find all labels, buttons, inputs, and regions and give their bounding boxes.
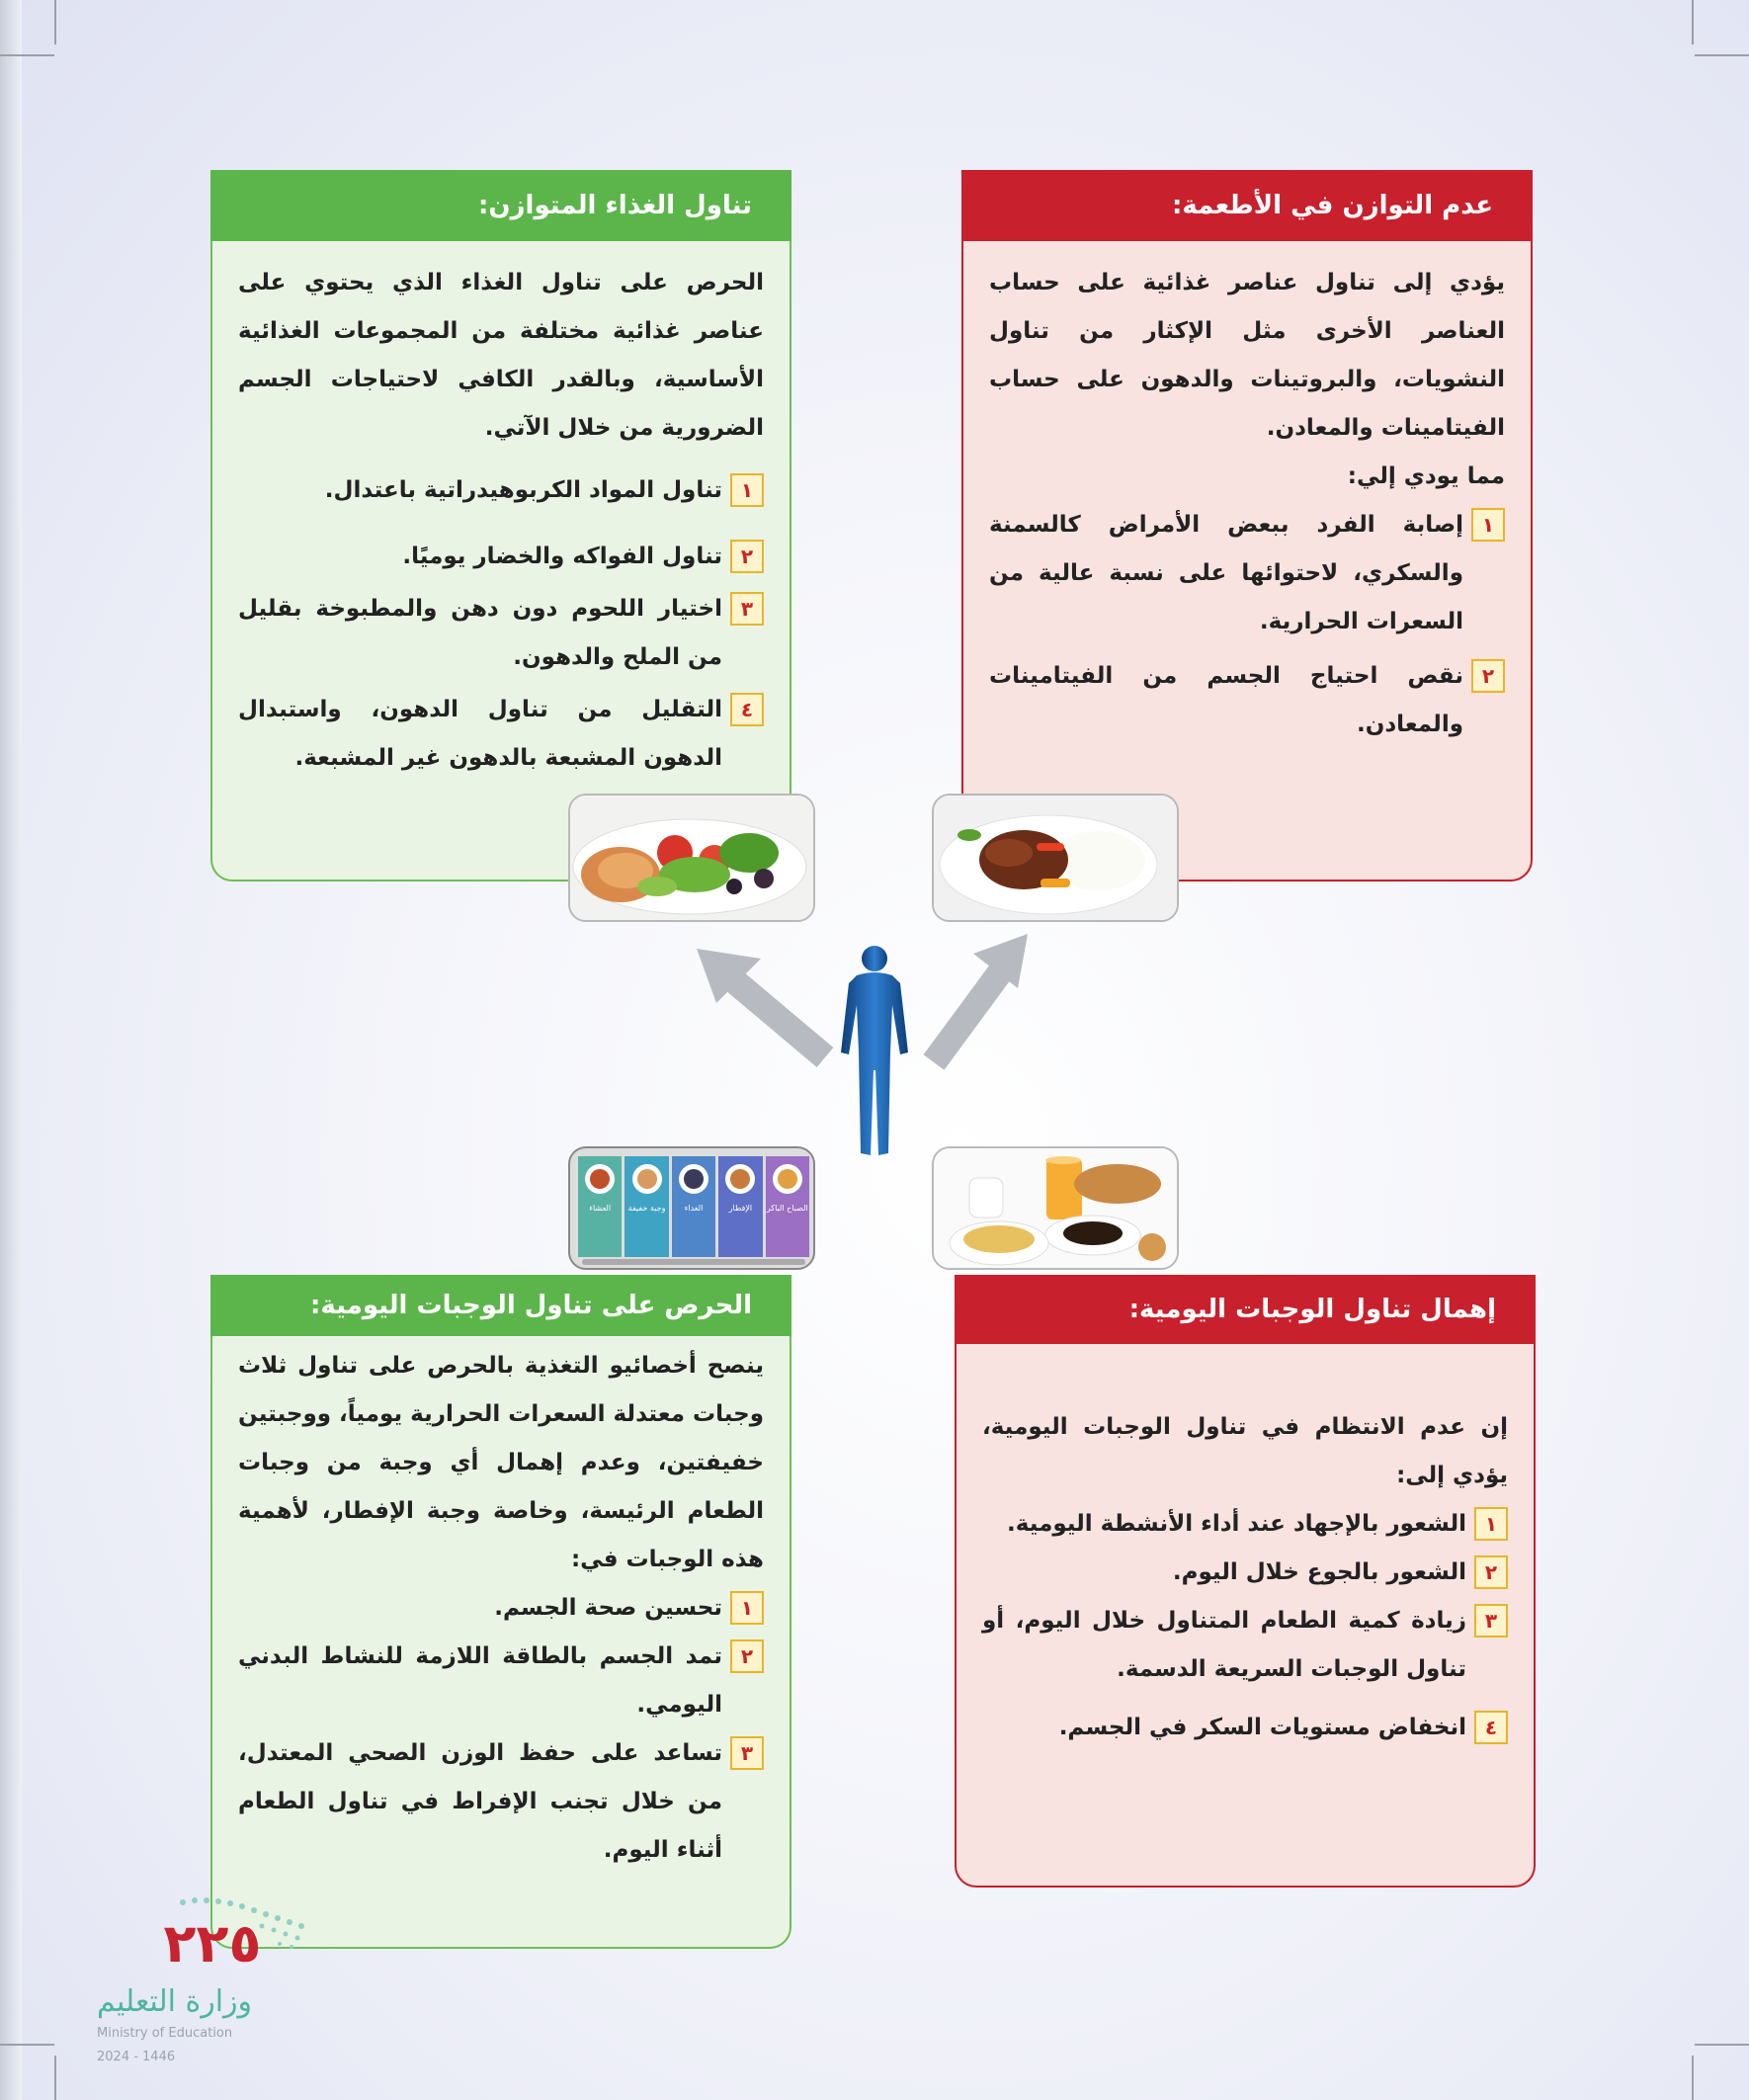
neglect-meals-intro: إن عدم الانتظام في تناول الوجبات اليومية، يؤدي إلى: (982, 1414, 1508, 1488)
item-number: ١ (730, 473, 764, 507)
meal-label: الغداء (684, 1204, 704, 1213)
list-item (982, 1597, 1508, 1694)
crop-mark (1692, 2056, 1694, 2100)
meal-label: الصباح الباكر (766, 1204, 808, 1213)
item-text: الشعور بالجوع خلال اليوم. (1172, 1559, 1466, 1585)
meal-slot (718, 1156, 762, 1257)
human-body-icon (835, 944, 914, 1161)
food-icon (723, 1162, 757, 1196)
item-number: ٢ (730, 1639, 764, 1673)
list-item (238, 1584, 764, 1633)
item-text: إصابة الفرد ببعض الأمراض كالسمنة والسكري، لاحتوائها على نسبة عالية من السعرات الحرارية. (989, 512, 1463, 634)
list-item (238, 466, 764, 515)
item-number: ١ (1474, 1507, 1508, 1541)
item-text: زيادة كمية الطعام المتناول خلال اليوم، أو تناول الوجبات السريعة الدسمة. (982, 1608, 1466, 1682)
balanced-diet-intro: الحرص على تناول الغذاء الذي يحتوي على عناصر غذائية مختلفة من المجموعات الغذائية الأساسية، وبالقدر الكافي لاحتياجات الجسم الضرورية من خلال الآتي. (238, 270, 764, 441)
food-imbalance-intro: يؤدي إلى تناول عناصر غذائية على حساب العناصر الأخرى مثل الإكثار من تناول النشويات، والبروتينات والدهون على حساب الفيتامينات والمعادن. (989, 270, 1505, 441)
food-icon (677, 1162, 710, 1196)
crop-mark (54, 2056, 56, 2100)
ministry-name-ar: وزارة التعليم (97, 1984, 253, 2019)
salad-photo (568, 794, 815, 922)
regular-meals-intro: ينصح أخصائيو التغذية بالحرص على تناول ثلاث وجبات معتدلة السعرات الحرارية يومياً، ووجبتين خفيفتين، وعدم إهمال أي وجبة من وجبات الطعام الرئيسة، وخاصة وجبة الإفطار، لأهمية هذه الوجبات في: (238, 1353, 764, 1572)
regular-meals-body (210, 1336, 791, 1949)
breakfast-photo (932, 1146, 1179, 1270)
item-text: التقليل من تناول الدهون، واستبدال الدهون المشبعة بالدهون غير المشبعة. (238, 697, 722, 771)
timeline-bar (582, 1259, 805, 1265)
item-number: ٤ (1474, 1711, 1508, 1744)
list-item (238, 686, 764, 783)
neglect-meals-title: إهمال تناول الوجبات اليومية: (955, 1275, 1536, 1344)
regular-meals-panel (210, 1275, 791, 1949)
food-icon (630, 1162, 664, 1196)
ministry-name-en: Ministry of Education (97, 2026, 233, 2041)
meal-label: العشاء (589, 1204, 612, 1213)
list-item (982, 1704, 1508, 1752)
balanced-diet-title: تناول الغذاء المتوازن: (210, 170, 791, 241)
page-edge-strip (0, 0, 22, 2100)
meal-slot (672, 1156, 715, 1257)
food-imbalance-lead: مما يودي إلي: (1347, 463, 1505, 489)
regular-meals-title: الحرص على تناول الوجبات اليومية: (210, 1275, 791, 1336)
item-text: تمد الجسم بالطاقة اللازمة للنشاط البدني اليومي. (238, 1643, 722, 1718)
item-text: اختيار اللحوم دون دهن والمطبوخة بقليل من الملح والدهون. (238, 596, 722, 670)
page-number: ٢٢٥ (163, 1912, 262, 1974)
item-number: ٣ (730, 592, 764, 626)
item-text: تناول الفواكه والخضار يوميًا. (402, 544, 722, 569)
meal-label: وجبة خفيفة (627, 1204, 666, 1213)
neglect-meals-body (955, 1344, 1536, 1888)
list-item (989, 652, 1505, 749)
left-arrow-icon (692, 944, 840, 1072)
item-number: ٢ (1474, 1555, 1508, 1589)
item-text: تساعد على حفظ الوزن الصحي المعتدل، من خلال تجنب الإفراط في تناول الطعام أثناء اليوم. (238, 1740, 722, 1863)
list-item (982, 1500, 1508, 1549)
meat-rice-photo (932, 794, 1179, 922)
item-number: ٢ (1471, 659, 1505, 693)
item-text: انخفاض مستويات السكر في الجسم. (1058, 1715, 1466, 1740)
item-text: تناول المواد الكربوهيدراتية باعتدال. (324, 477, 722, 503)
food-imbalance-body (961, 241, 1533, 882)
crop-mark (54, 0, 56, 44)
crop-mark (1695, 54, 1749, 56)
crop-mark (1692, 0, 1694, 44)
meal-label: الإفطار (728, 1204, 753, 1213)
list-item (238, 1729, 764, 1875)
meal-slot (578, 1156, 622, 1257)
item-text: الشعور بالإجهاد عند أداء الأنشطة اليومية. (1007, 1511, 1466, 1537)
item-number: ٤ (730, 693, 764, 726)
list-item (982, 1549, 1508, 1597)
item-number: ٣ (730, 1736, 764, 1770)
food-imbalance-panel (961, 170, 1533, 882)
item-number: ٢ (730, 540, 764, 573)
crop-mark (1695, 2044, 1749, 2046)
item-number: ١ (730, 1591, 764, 1625)
list-item (238, 585, 764, 682)
food-icon (583, 1162, 617, 1196)
meal-schedule-strip (568, 1146, 815, 1270)
meal-slot (766, 1156, 809, 1257)
list-item (238, 1633, 764, 1729)
food-icon (771, 1162, 804, 1196)
list-item (989, 501, 1505, 646)
crop-mark (0, 2044, 54, 2046)
balanced-diet-body (210, 241, 791, 882)
right-arrow-icon (919, 929, 1038, 1077)
balanced-diet-panel (210, 170, 791, 882)
item-text: تحسين صحة الجسم. (494, 1595, 722, 1621)
edition-year: 2024 - 1446 (97, 2050, 176, 2064)
food-imbalance-title: عدم التوازن في الأطعمة: (961, 170, 1533, 241)
meal-slot (625, 1156, 668, 1257)
list-item (238, 533, 764, 581)
item-text: نقص احتياج الجسم من الفيتامينات والمعادن. (989, 663, 1463, 737)
item-number: ١ (1471, 508, 1505, 542)
item-number: ٣ (1474, 1604, 1508, 1638)
crop-mark (0, 54, 54, 56)
neglect-meals-panel (955, 1275, 1536, 1888)
